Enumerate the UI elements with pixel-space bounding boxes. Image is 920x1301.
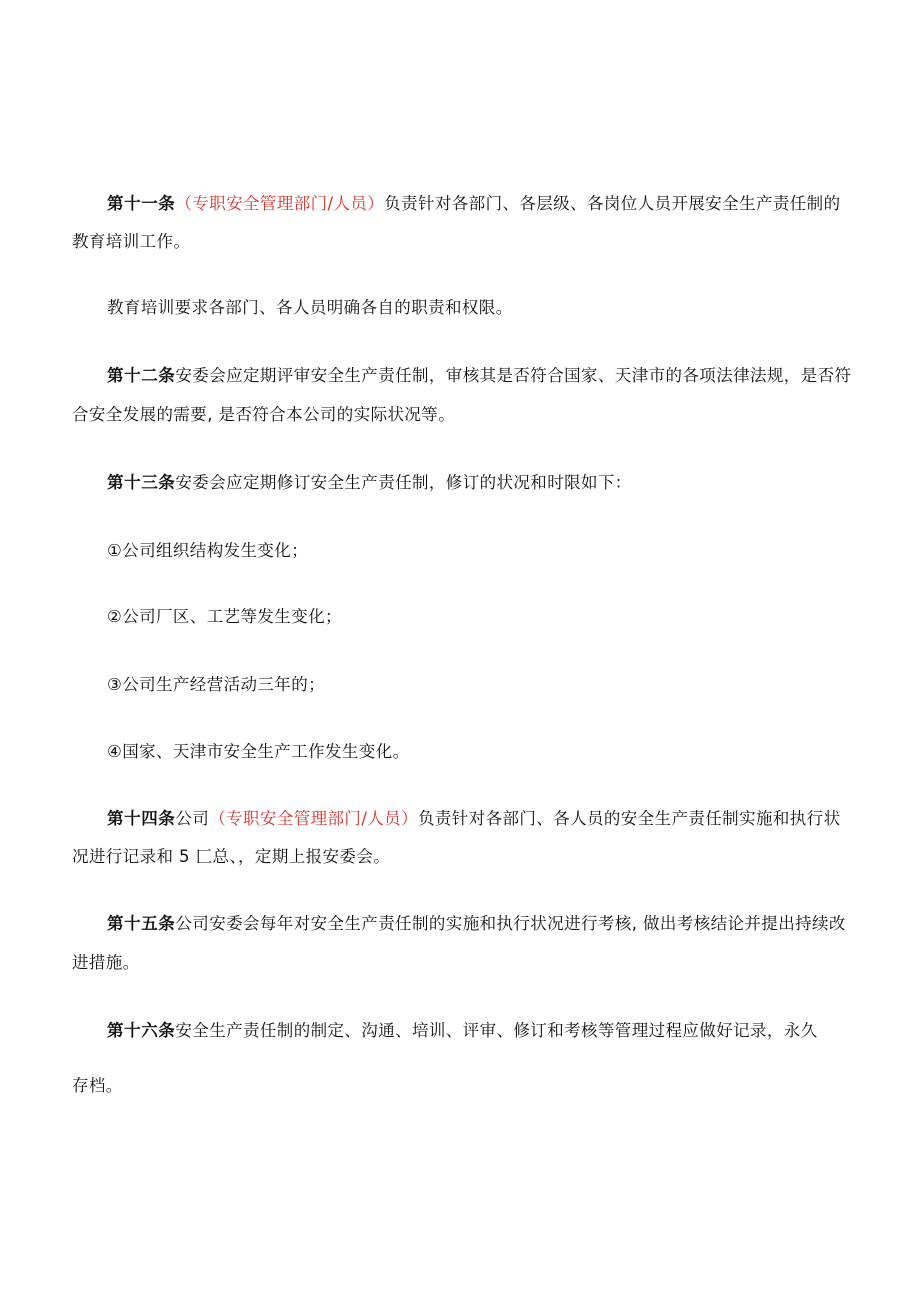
article-11-line-2: 教育培训工作。 bbox=[72, 232, 191, 251]
article-14-text: 负责针对各部门、各人员的安全生产责任制实施和执行状 bbox=[417, 809, 841, 828]
article-15-text: 公司安委会每年对安全生产责任制的实施和执行状况进行考核, 做出考核结论并提出持续改 bbox=[175, 914, 846, 933]
article-15-line-2: 进措施。 bbox=[72, 953, 140, 972]
article-16-text: 安全生产责任制的制定、沟通、培训、评审、修订和考核等管理过程应做好记录，永久 bbox=[175, 1021, 818, 1040]
article-13-item-1: ①公司组织结构发生变化； bbox=[107, 541, 309, 560]
article-12-text: 安委会应定期评审安全生产责任制，审核其是否符合国家、天津市的各项法律法规，是否符 bbox=[175, 366, 852, 385]
article-14-line-2: 况进行记录和 5 匚总、，定期上报安委会。 bbox=[72, 847, 391, 866]
article-14-heading: 第十四条 bbox=[107, 809, 176, 828]
article-11-heading: 第十一条 bbox=[107, 194, 176, 213]
article-11-line-1 bbox=[107, 193, 840, 215]
article-12-line-2: 合安全发展的需要, 是否符合本公司的实际状况等。 bbox=[72, 405, 456, 424]
article-12-heading: 第十二条 bbox=[107, 366, 176, 385]
article-14-red-note: （专职安全管理部门/人员） bbox=[209, 809, 418, 828]
article-13-line-1 bbox=[107, 472, 632, 494]
article-13-item-4: ④国家、天津市安全生产工作发生变化。 bbox=[107, 742, 410, 761]
article-15-heading: 第十五条 bbox=[107, 914, 176, 933]
article-14-pre: 公司 bbox=[175, 809, 210, 828]
article-11-red-note: （专职安全管理部门/人员） bbox=[175, 194, 385, 213]
article-11-text: 负责针对各部门、各层级、各岗位人员开展安全生产责任制的 bbox=[384, 194, 841, 213]
article-11-note: 教育培训要求各部门、各人员明确各自的职责和权限。 bbox=[107, 298, 513, 317]
article-13-item-2: ②公司厂区、工艺等发生变化； bbox=[107, 607, 342, 626]
article-13-heading: 第十三条 bbox=[107, 473, 176, 492]
article-16-heading: 第十六条 bbox=[107, 1021, 176, 1040]
article-16-line-1 bbox=[107, 1020, 818, 1042]
article-14-line-1 bbox=[107, 808, 840, 830]
article-15-line-1 bbox=[107, 913, 846, 935]
article-13-item-3: ③公司生产经营活动三年的； bbox=[107, 675, 325, 694]
article-16-line-2: 存档。 bbox=[72, 1076, 123, 1095]
article-12-line-1 bbox=[107, 365, 851, 387]
article-13-text: 安委会应定期修订安全生产责任制，修订的状况和时限如下： bbox=[175, 473, 632, 492]
